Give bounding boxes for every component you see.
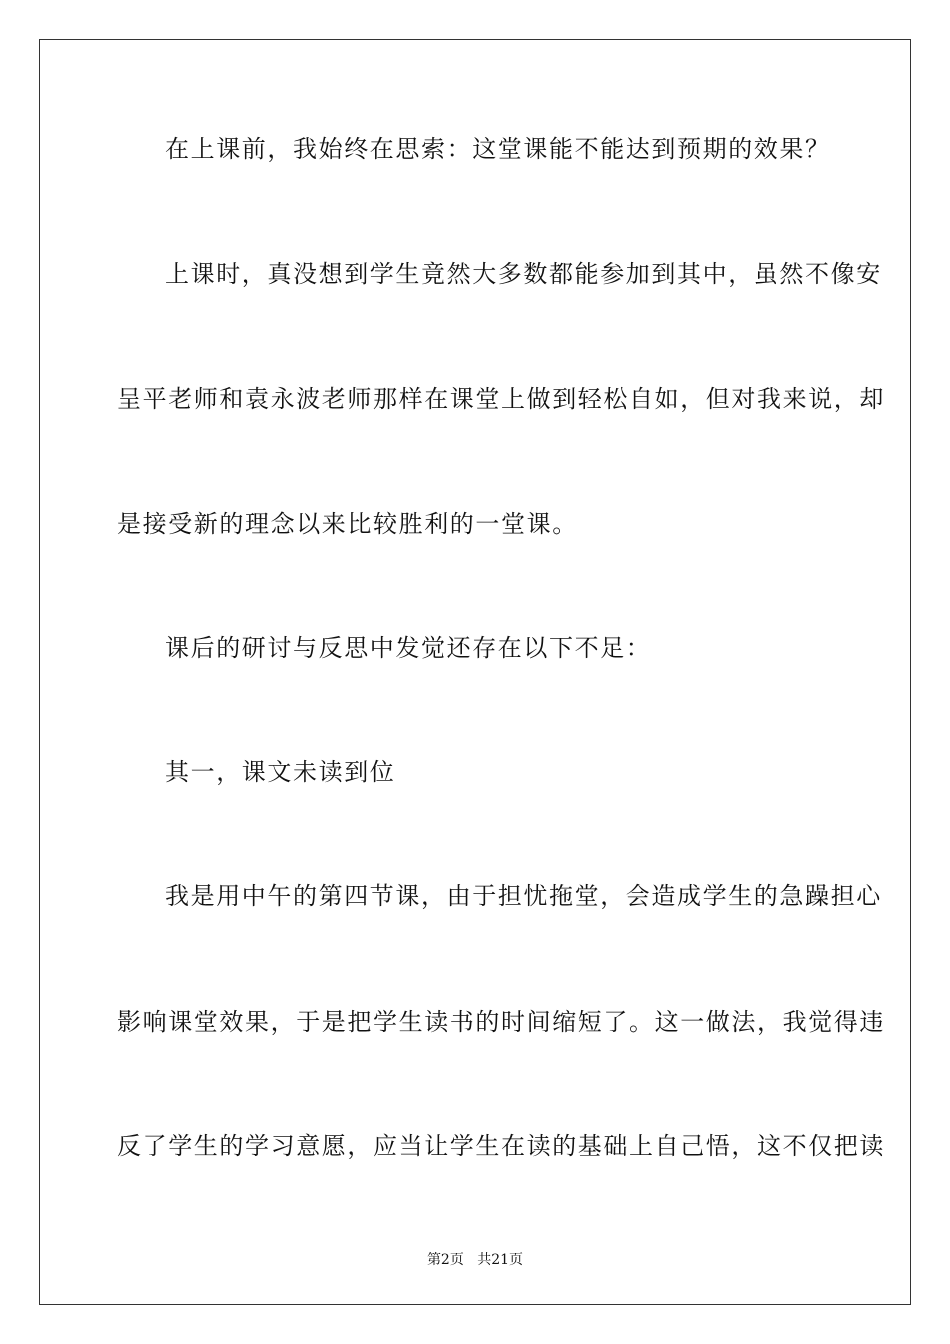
paragraph-line-1: 在上课前，我始终在思索：这堂课能不能达到预期的效果？ bbox=[165, 135, 831, 163]
page-footer bbox=[0, 1249, 950, 1269]
paragraph-line-5: 课后的研讨与反思中发觉还存在以下不足： bbox=[165, 634, 652, 662]
paragraph-line-9: 反了学生的学习意愿，应当让学生在读的基础上自己悟，这不仅把读 bbox=[117, 1132, 885, 1160]
paragraph-line-4: 是接受新的理念以来比较胜利的一堂课。 bbox=[117, 510, 578, 538]
section-heading: 其一，课文未读到位 bbox=[165, 758, 396, 786]
paragraph-line-3: 呈平老师和袁永波老师那样在课堂上做到轻松自如，但对我来说，却 bbox=[117, 385, 885, 413]
paragraph-line-2: 上课时，真没想到学生竟然大多数都能参加到其中，虽然不像安 bbox=[165, 260, 882, 288]
page-total: 共21页 bbox=[477, 1252, 524, 1268]
paragraph-line-7: 我是用中午的第四节课，由于担忧拖堂，会造成学生的急躁担心 bbox=[165, 882, 882, 910]
page-border bbox=[39, 39, 911, 1305]
page-number: 第2页 bbox=[426, 1252, 464, 1268]
paragraph-line-8: 影响课堂效果，于是把学生读书的时间缩短了。这一做法，我觉得违 bbox=[117, 1008, 885, 1036]
